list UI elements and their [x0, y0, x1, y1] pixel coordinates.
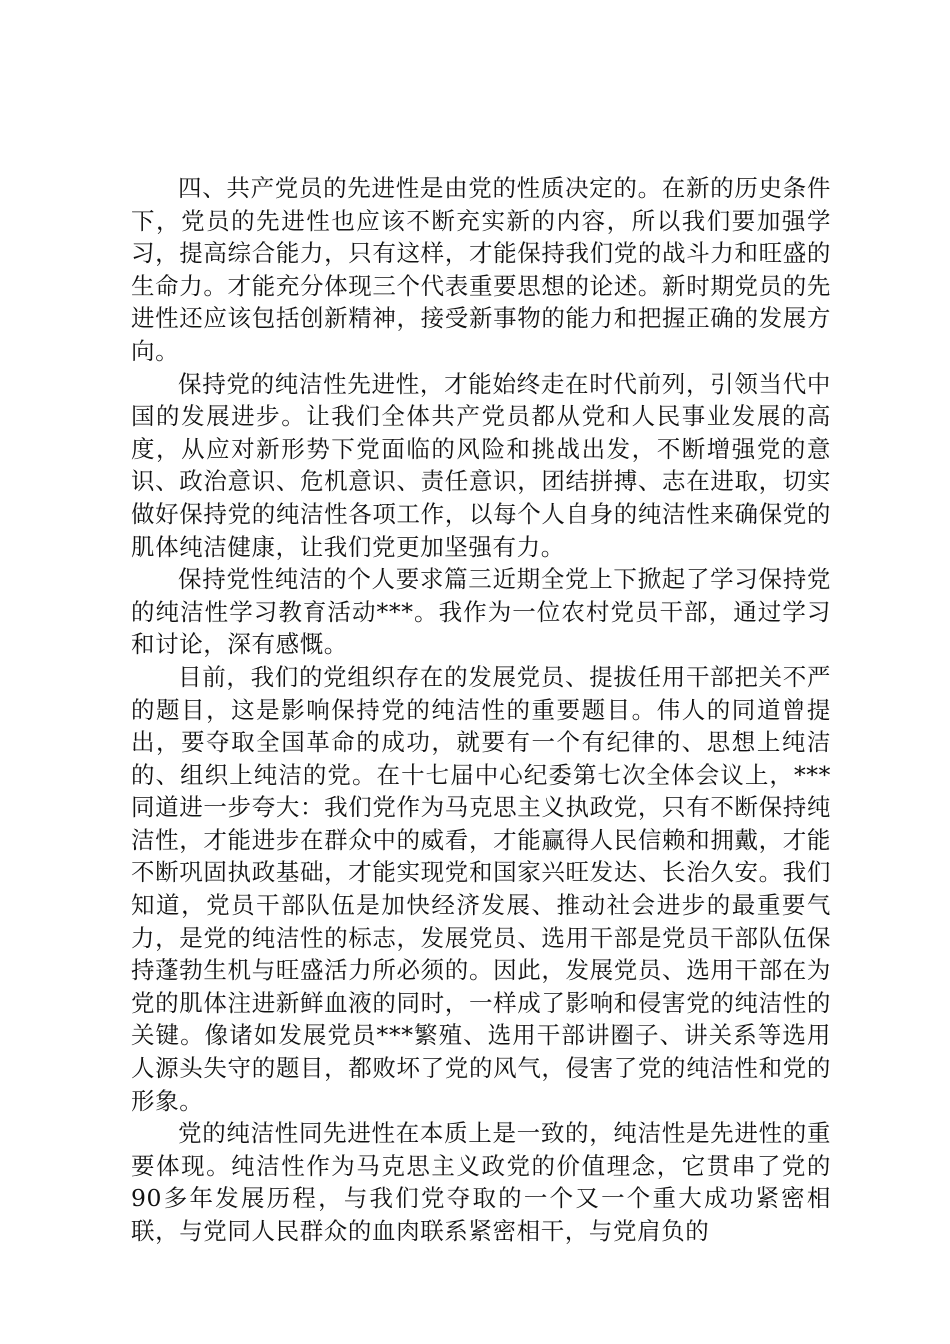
paragraph: 目前，我们的党组织存在的发展党员、提拔任用干部把关不严的题目，这是影响保持党的纯洁性的重要题目。伟人的同道曾提出，要夺取全国革命的成功，就要有一个有纪律的、思想上纯洁的、组织上纯洁的党。在十七届中心纪委第七次全体会议上，***同道进一步夸大：我们党作为马克思主义执政党，只有不断保持纯洁性，才能进步在群众中的威看，才能赢得人民信赖和拥戴，才能不断巩固执政基础，才能实现党和国家兴旺发达、长治久安。我们知道，党员干部队伍是加快经济发展、推动社会进步的最重要气力，是党的纯洁性的标志，发展党员、选用干部是党员干部队伍保持蓬勃生机与旺盛活力所必须的。因此，发展党员、选用干部在为党的肌体注进新鲜血液的同时，一样成了影响和侵害党的纯洁性的关键。像诸如发展党员***繁殖、选用干部讲圈子、讲关系等选用人源头失守的题目，都败坏了党的风气，侵害了党的纯洁性和党的形象。: [131, 662, 831, 1115]
paragraph: 保持党性纯洁的个人要求篇三近期全党上下掀起了学习保持党的纯洁性学习教育活动***。我作为一位农村党员干部，通过学习和讨论，深有感慨。: [131, 565, 831, 659]
paragraph: 四、共产党员的先进性是由党的性质决定的。在新的历史条件下，党员的先进性也应该不断充实新的内容，所以我们要加强学习，提高综合能力，只有这样，才能保持我们党的战斗力和旺盛的生命力。才能充分体现三个代表重要思想的论述。新时期党员的先进性还应该包括创新精神，接受新事物的能力和把握正确的发展方向。: [131, 174, 831, 365]
paragraph: 党的纯洁性同先进性在本质上是一致的，纯洁性是先进性的重要体现。纯洁性作为马克思主义政党的价值理念，它贯串了党的90多年发展历程，与我们党夺取的一个又一个重大成功紧密相联，与党同人民群众的血肉联系紧密相干，与党肩负的: [131, 1119, 831, 1245]
document-body: [131, 172, 831, 1248]
paragraph: 保持党的纯洁性先进性，才能始终走在时代前列，引领当代中国的发展进步。让我们全体共产党员都从党和人民事业发展的高度，从应对新形势下党面临的风险和挑战出发，不断增强党的意识、政治意识、危机意识、责任意识，团结拼搏、志在进取，切实做好保持党的纯洁性各项工作，以每个人自身的纯洁性来确保党的肌体纯洁健康，让我们党更加坚强有力。: [131, 369, 831, 561]
